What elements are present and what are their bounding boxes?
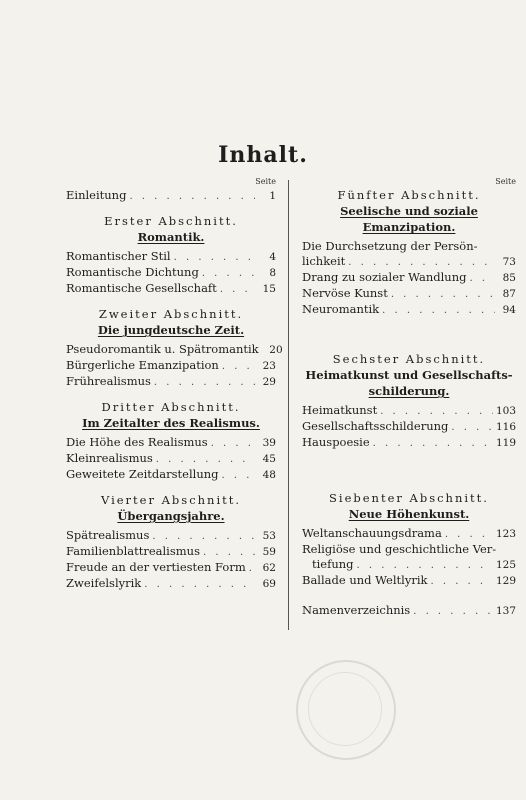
column-divider	[288, 180, 289, 630]
toc-entry[interactable]: Religiöse und geschichtliche Ver-	[302, 542, 497, 556]
section-heading-4: Vierter Abschnitt.	[100, 493, 242, 507]
library-stamp	[296, 660, 396, 760]
toc-entry[interactable]: Romantischer Stil . . . 4	[66, 249, 276, 265]
toc-entry[interactable]: Spätrealismus . . . 53	[66, 528, 276, 544]
section-heading-3: Dritter Abschnitt.	[101, 400, 241, 414]
toc-entry[interactable]: Heimatkunst . . . 103	[302, 403, 516, 419]
toc-entry[interactable]: Bürgerliche Emanzipation . . . 23	[66, 358, 276, 374]
toc-entry[interactable]: Kleinrealismus . . . 45	[66, 451, 276, 467]
section-title-2: Die jungdeutsche Zeit.	[97, 323, 245, 337]
toc-entry[interactable]: Neuromantik . . . 94	[302, 302, 516, 318]
toc-entry[interactable]: Weltanschauungsdrama . . . 123	[302, 526, 516, 542]
section-title-5: Seelische und soziale Emanzipation.	[340, 204, 478, 234]
toc-entry-namenverzeichnis[interactable]: Namenverzeichnis . . . 137	[302, 603, 516, 619]
library-stamp-inner	[308, 672, 382, 746]
page-label-left: Seite	[255, 177, 276, 186]
toc-entry[interactable]: Die Höhe des Realismus . . . 39	[66, 435, 276, 451]
toc-entry-continued[interactable]: tiefung . . . 125	[302, 557, 516, 573]
toc-entry[interactable]: Frührealismus . . . 29	[66, 374, 276, 390]
toc-entry[interactable]: Romantische Gesellschaft . . . 15	[66, 281, 276, 297]
toc-entry-continued[interactable]: lichkeit . . . 73	[302, 254, 516, 270]
section-heading-5: Fünfter Abschnitt.	[337, 188, 481, 202]
toc-entry[interactable]: Pseudoromantik u. Spätromantik 20	[66, 342, 283, 356]
section-title-6a: Heimatkunst und Gesellschafts-	[305, 368, 513, 382]
toc-entry[interactable]: Nervöse Kunst . . . 87	[302, 286, 516, 302]
toc-entry-einleitung[interactable]: Einleitung . . . 1	[66, 188, 276, 204]
toc-entry[interactable]: Familienblattrealismus . . . 59	[66, 544, 276, 560]
section-title-1: Romantik.	[137, 230, 205, 244]
section-title-4: Übergangsjahre.	[117, 509, 225, 523]
toc-entry[interactable]: Hauspoesie . . . 119	[302, 435, 516, 451]
toc-entry[interactable]: Romantische Dichtung . . . 8	[66, 265, 276, 281]
page-title: Inhalt.	[218, 142, 308, 168]
toc-entry[interactable]: Freude an der vertiesten Form . . . 62	[66, 560, 276, 576]
right-column	[302, 176, 516, 619]
toc-entry[interactable]: Geweitete Zeitdarstellung . . . 48	[66, 467, 276, 483]
left-column	[66, 176, 283, 592]
toc-entry[interactable]: Ballade und Weltlyrik . . . 129	[302, 573, 516, 589]
section-title-3: Im Zeitalter des Realismus.	[82, 416, 260, 430]
section-title-7: Neue Höhenkunst.	[348, 507, 470, 521]
section-heading-2: Zweiter Abschnitt.	[98, 307, 244, 321]
page-label-right: Seite	[495, 177, 516, 186]
section-heading-1: Erster Abschnitt.	[104, 214, 238, 228]
toc-entry[interactable]: Drang zu sozialer Wandlung . . . 85	[302, 270, 516, 286]
toc-entry[interactable]: Gesellschaftsschilderung . . . 116	[302, 419, 516, 435]
section-heading-7: Siebenter Abschnitt.	[329, 491, 489, 505]
section-heading-6: Sechster Abschnitt.	[332, 352, 486, 366]
section-title-6b: schilderung.	[368, 384, 450, 398]
toc-entry[interactable]: Zweifelslyrik . . . 69	[66, 576, 276, 592]
toc-entry[interactable]: Die Durchsetzung der Persön-	[302, 239, 478, 253]
